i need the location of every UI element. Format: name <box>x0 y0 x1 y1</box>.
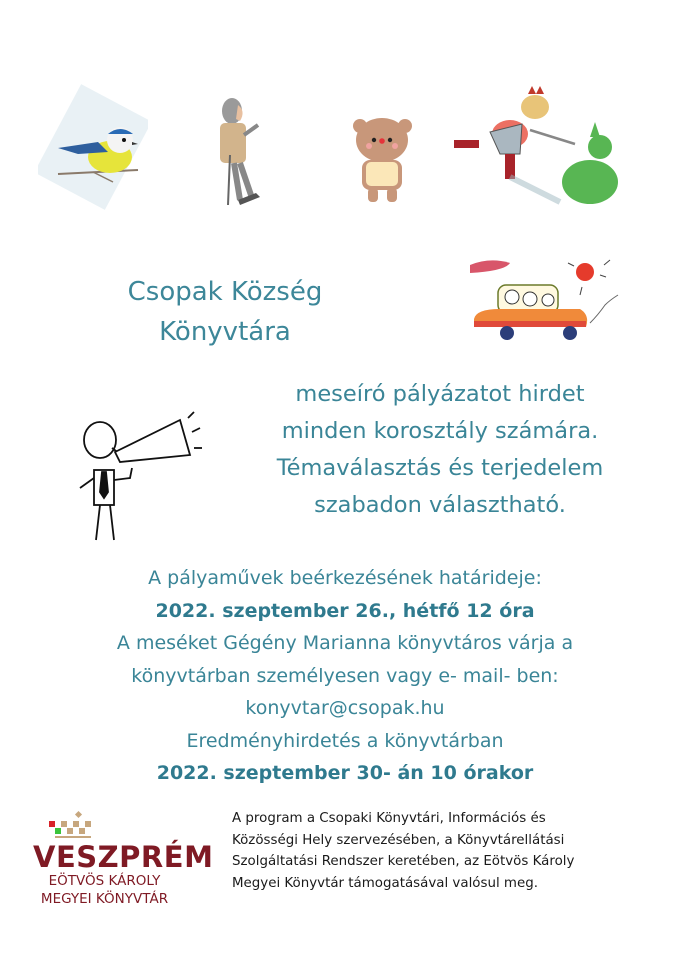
heading-line-2: Könyvtára <box>159 317 291 347</box>
announcement-line: szabadon választható. <box>314 492 566 518</box>
veszprem-library-logo <box>25 812 214 908</box>
footer-line: Szolgáltatási Rendszer keretében, az Eötvös Károly <box>232 854 575 869</box>
footer-line: A program a Csopaki Könyvtári, Információs és <box>232 811 546 826</box>
contact-line-2: könyvtárban személyesen vagy e- mail- ben: <box>131 664 559 687</box>
bird-illustration <box>38 82 148 212</box>
contact-line-1: A meséket Gégény Marianna könyvtáros várja a <box>116 632 574 654</box>
library-heading <box>100 272 350 352</box>
teddy-bear-illustration <box>350 112 415 204</box>
competition-details <box>40 562 650 790</box>
logo-subtitle-1: EÖTVÖS KÁROLY <box>48 873 161 889</box>
announcement-line: meseíró pályázatot hirdet <box>295 381 585 407</box>
car-illustration <box>460 255 630 345</box>
logo-name: VESZPRÉM <box>33 840 214 874</box>
princess-dragon-illustration <box>450 82 630 212</box>
logo-subtitle-2: MEGYEI KÖNYVTÁR <box>40 891 169 907</box>
sponsor-note <box>232 808 652 894</box>
knight-illustration <box>210 95 275 210</box>
footer-line: Közösségi Hely szervezésében, a Könyvtárellátási <box>232 832 565 848</box>
announcement-line: minden korosztály számára. <box>281 418 599 444</box>
results-label: Eredményhirdetés a könyvtárban <box>186 729 504 752</box>
email-link[interactable]: konyvtar@csopak.hu <box>245 697 445 719</box>
announcement-line: Témaválasztás és terjedelem <box>276 455 604 481</box>
results-date: 2022. szeptember 30- án 10 órakor <box>156 762 534 784</box>
footer-line: Megyei Könyvtár támogatásával valósul meg. <box>232 875 538 891</box>
heading-line-1: Csopak Község <box>127 277 323 307</box>
deadline-date: 2022. szeptember 26., hétfő 12 óra <box>155 599 535 622</box>
megaphone-man-illustration <box>60 410 210 545</box>
competition-announcement <box>240 376 640 524</box>
crown-icon <box>49 812 109 842</box>
deadline-label: A pályaművek beérkezésének határideje: <box>148 567 542 589</box>
